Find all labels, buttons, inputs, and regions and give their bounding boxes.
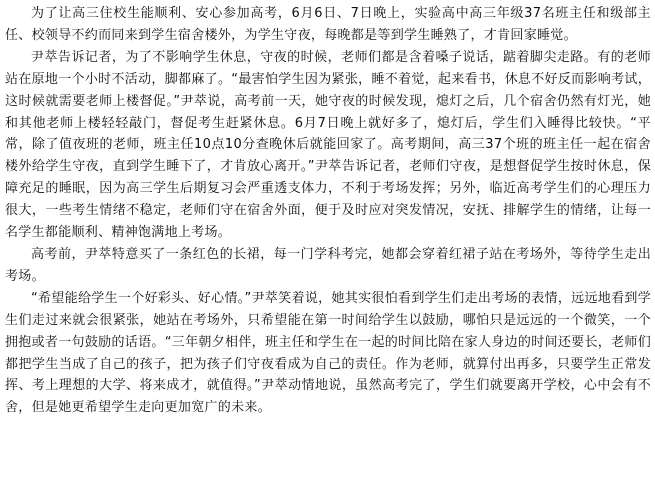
article-paragraph-3: 高考前，尹萃特意买了一条红色的长裙，每一门学科考完，她都会穿着红裙子站在考场外，等待学生走出考场。 <box>5 246 651 284</box>
article-paragraph-1: 为了让高三住校生能顺利、安心参加高考，6月6日、7日晚上，实验高中高三年级37名班主任和级部主任、校领导不约而同来到学生宿舍楼外，为学生守夜，每晚都是等到学生睡熟了，才肯回家睡觉。 <box>5 6 651 43</box>
article-paragraph-2: 尹萃告诉记者，为了不影响学生休息，守夜的时候，老师们都是含着嗓子说话，踮着脚尖走路。有的老师站在原地一个小时不活动，脚都麻了。“最害怕学生因为紧张，睡不着觉，起来看书，休息不好反而影响考试，这时候就需要老师上楼督促。”尹萃说，高考前一天，她守夜的时候发现，熄灯之后，几个宿舍仍然有灯光，她和其他老师上楼轻轻敲门，督促考生赶紧休息。6月7日晚上就好多了，熄灯后，学生们入睡得比较快。“平常，除了值夜班的老师，班主任10点10分查晚休后就能回家了。高考期间，高三37个班的班主任一起在宿舍楼外给学生守夜，直到学生睡下了，才肯放心离开。”尹萃告诉记者，老师们守夜，是想督促学生按时休息，保障充足的睡眠，因为高三学生后期复习会严重透支体力，不利于考场发挥；另外，临近高考学生们的心理压力很大，一些考生情绪不稳定，老师们守在宿舍外面，便于及时应对突发情况，安抚、排解学生的情绪，让每一名学生都能顺利、精神饱满地上考场。 <box>5 49 651 241</box>
article-paragraph-4: “希望能给学生一个好彩头、好心情。”尹萃笑着说，她其实很怕看到学生们走出考场的表情，远远地看到学生们走过来就会很紧张，她站在考场外，只希望能在第一时间给学生以鼓励，哪怕只是远远的一个微笑，一个拥抱或者一句鼓励的话语。“三年朝夕相伴，班主任和学生在一起的时间比陪在家人身边的时间还要长，老师们都把学生当成了自己的孩子，把为孩子们守夜看成为自己的责任。作为老师，就算付出再多，只要学生正常发挥、考上理想的大学、将来成才，就值得。”尹萃动情地说，虽然高考完了，学生们就要离开学校，心中会有不舍，但是她更希望学生走向更加宽广的未来。 <box>5 290 651 416</box>
